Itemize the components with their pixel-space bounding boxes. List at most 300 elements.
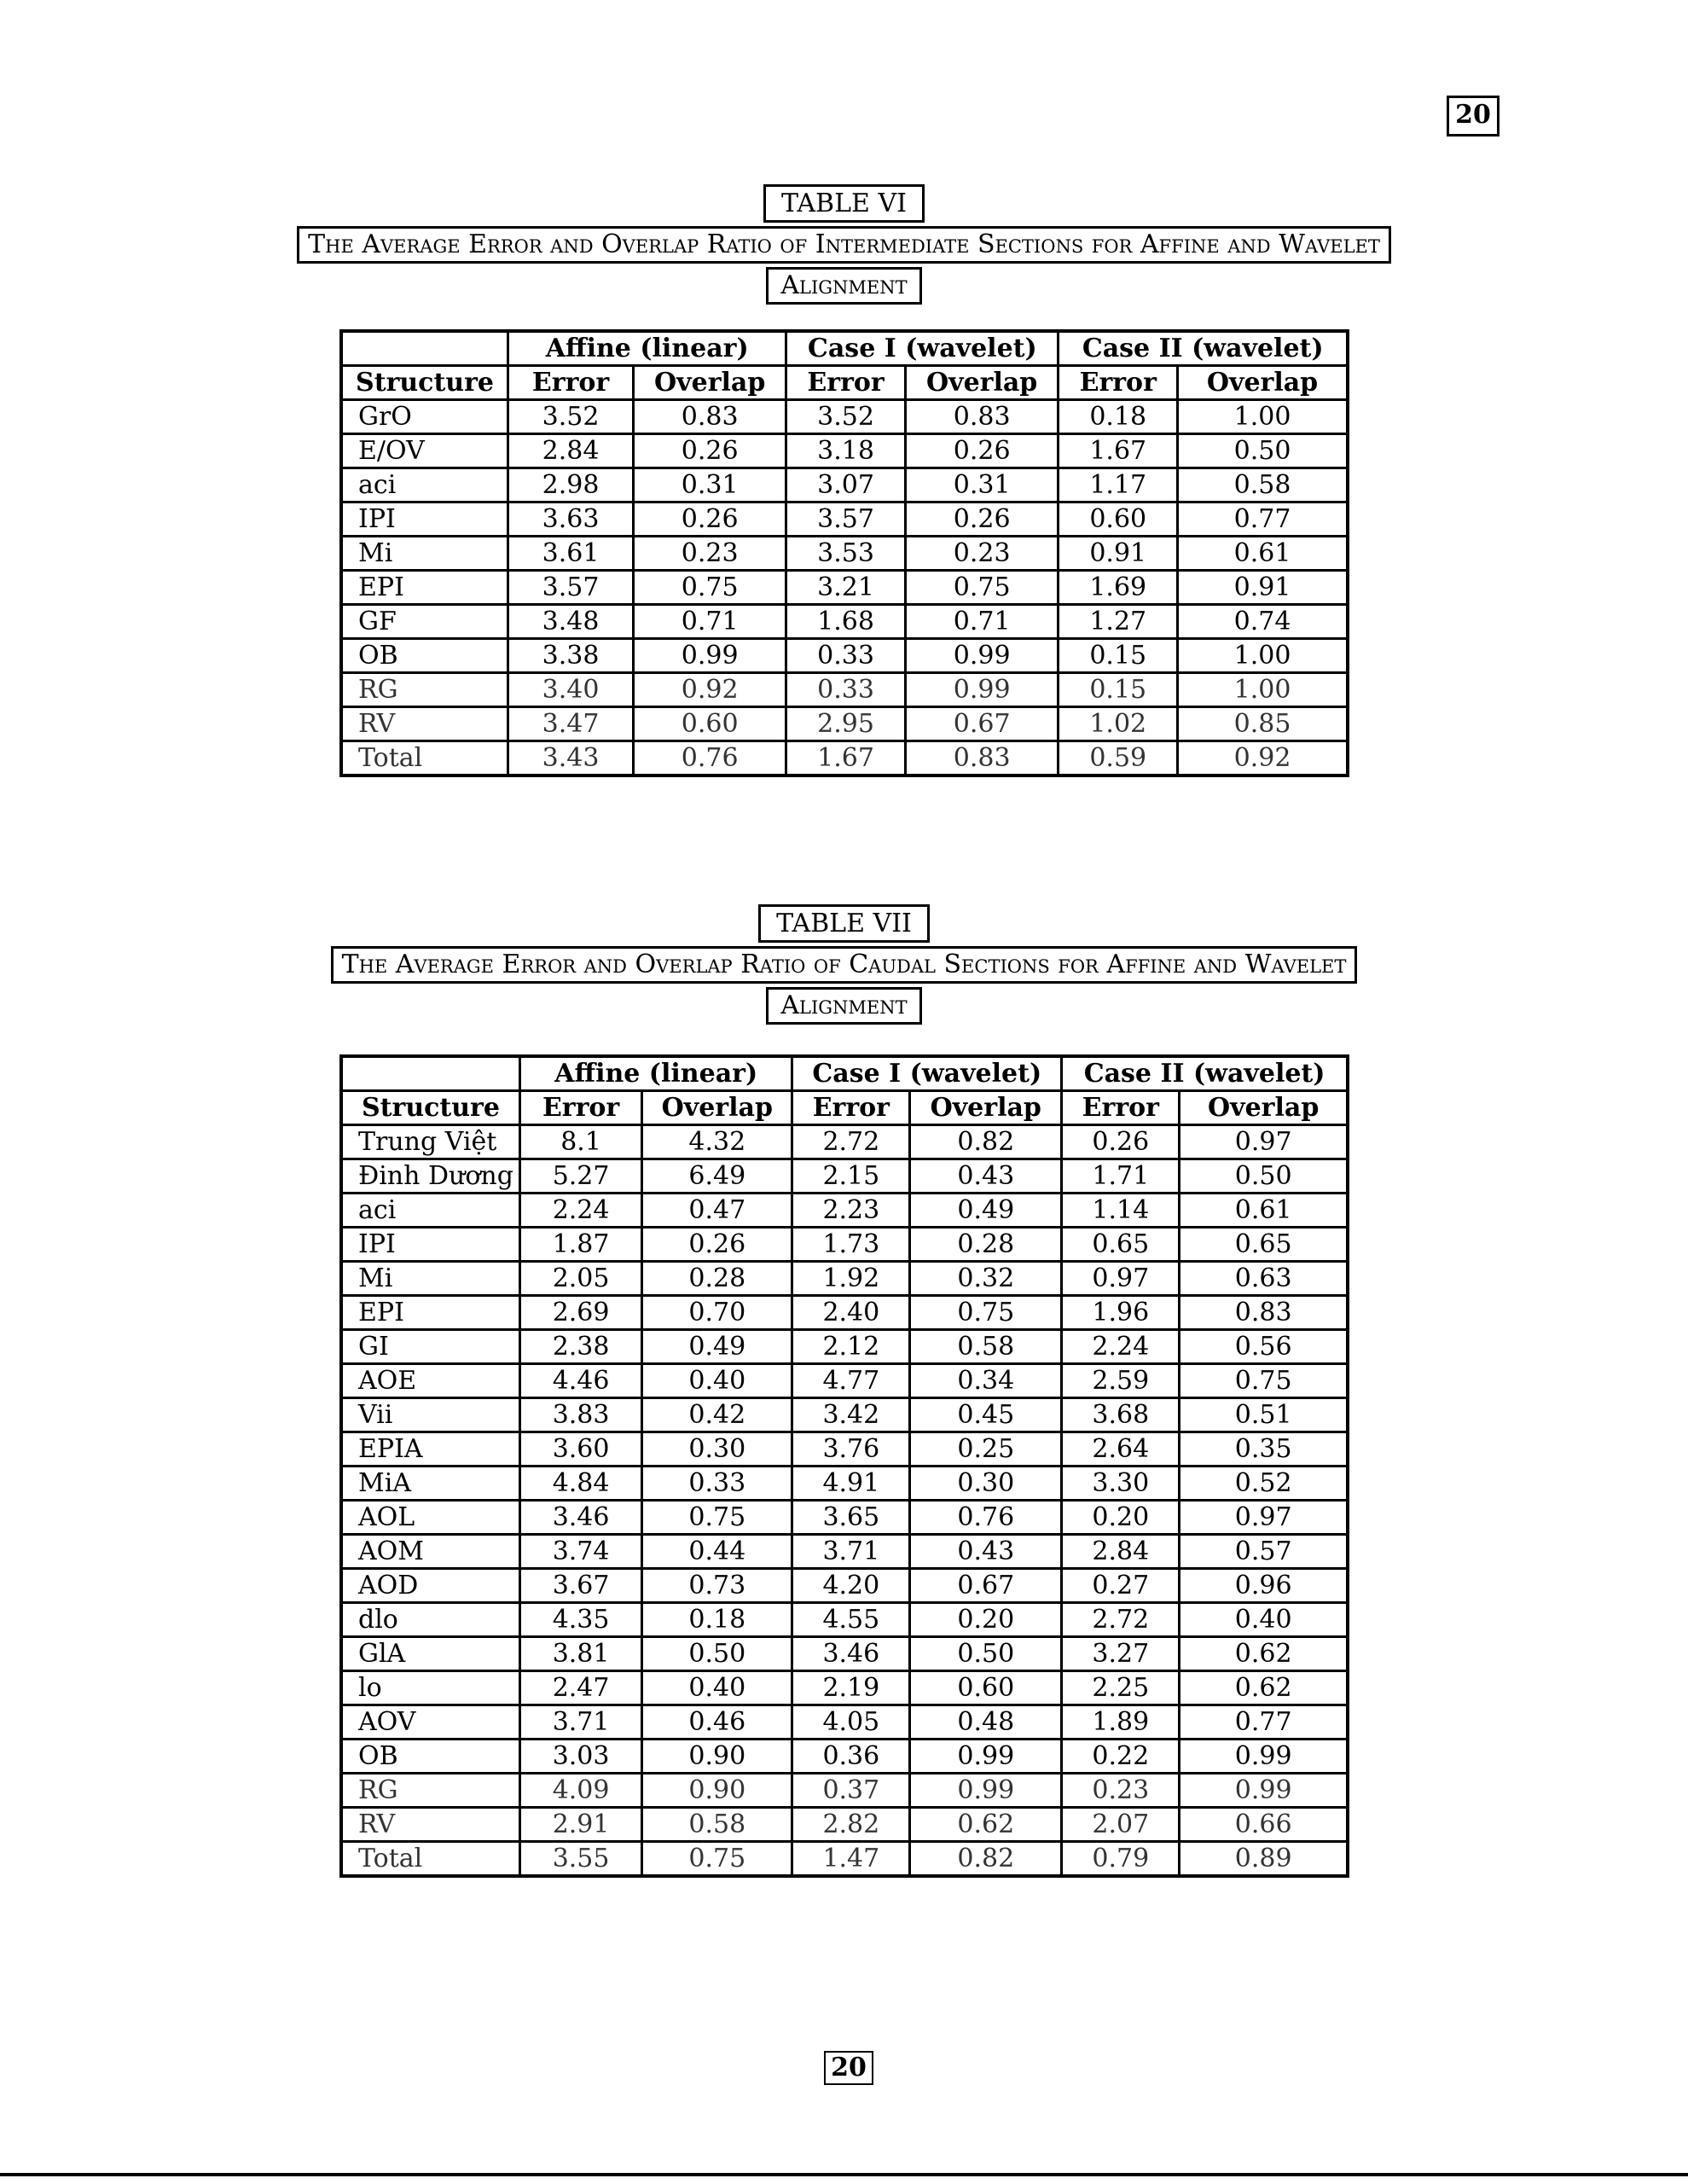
table7-row	[341, 1262, 1348, 1296]
table7-value-cell: 0.40	[1180, 1603, 1348, 1637]
table6-value-cell: 1.00	[1178, 639, 1348, 673]
table7-structure-cell: Total	[341, 1842, 519, 1877]
table7-row	[341, 1125, 1348, 1159]
table7-column-header: Overlap	[910, 1091, 1062, 1125]
table7-value-cell: 2.40	[792, 1296, 910, 1330]
table7-value-cell: 0.99	[910, 1740, 1062, 1774]
table6-value-cell: 3.18	[786, 434, 906, 468]
table7-value-cell: 4.20	[792, 1569, 910, 1603]
table7-value-cell: 0.33	[642, 1467, 792, 1501]
table7-value-cell: 0.70	[642, 1296, 792, 1330]
table7-row	[341, 1535, 1348, 1569]
table7-structure-cell: EPI	[341, 1296, 519, 1330]
table7-value-cell: 3.55	[519, 1842, 641, 1877]
table7-structure-cell: AOV	[341, 1705, 519, 1740]
table7-value-cell: 0.62	[1180, 1637, 1348, 1671]
table7-row	[341, 1194, 1348, 1228]
table6-value-cell: 2.95	[786, 707, 906, 741]
table7-value-cell: 0.82	[910, 1125, 1062, 1159]
table7-value-cell: 1.89	[1062, 1705, 1180, 1740]
table7-structure-cell: RG	[341, 1774, 519, 1808]
table6-group-header: Affine (linear)	[508, 331, 786, 366]
table7-value-cell: 2.69	[519, 1296, 641, 1330]
table6-value-cell: 3.21	[786, 571, 906, 605]
table7-value-cell: 2.15	[792, 1159, 910, 1194]
table7-structure-cell: dlo	[341, 1603, 519, 1637]
table7-row	[341, 1159, 1348, 1194]
table7-column-header: Overlap	[642, 1091, 792, 1125]
table6-value-cell: 0.58	[1178, 468, 1348, 502]
table6-value-cell: 0.50	[1178, 434, 1348, 468]
table7-value-cell: 0.47	[642, 1194, 792, 1228]
table6-row	[341, 571, 1348, 605]
table7-value-cell: 0.66	[1180, 1808, 1348, 1842]
table7-value-cell: 0.63	[1180, 1262, 1348, 1296]
table7-label: TABLE VII	[758, 904, 930, 943]
table7-value-cell: 1.14	[1062, 1194, 1180, 1228]
table6-value-cell: 3.40	[508, 673, 634, 707]
table6-column-header: Structure	[341, 366, 508, 400]
table6-column-header: Overlap	[634, 366, 786, 400]
table7-value-cell: 0.37	[792, 1774, 910, 1808]
table7-value-cell: 0.77	[1180, 1705, 1348, 1740]
table7-value-cell: 0.44	[642, 1535, 792, 1569]
table7-column-header: Error	[1062, 1091, 1180, 1125]
table6-value-cell: 0.33	[786, 639, 906, 673]
table6-value-cell: 0.77	[1178, 502, 1348, 537]
table7-value-cell: 2.05	[519, 1262, 641, 1296]
table7-group-header	[341, 1056, 519, 1091]
table7-value-cell: 4.77	[792, 1364, 910, 1398]
table7-structure-cell: Mi	[341, 1262, 519, 1296]
table7-value-cell: 0.99	[910, 1774, 1062, 1808]
table7-value-cell: 0.30	[642, 1432, 792, 1467]
table6-value-cell: 0.71	[905, 605, 1059, 639]
table7-value-cell: 3.46	[519, 1501, 641, 1535]
table7-value-cell: 0.75	[1180, 1364, 1348, 1398]
table7-value-cell: 0.73	[642, 1569, 792, 1603]
table6-value-cell: 0.26	[634, 502, 786, 537]
table7-value-cell: 4.35	[519, 1603, 641, 1637]
table7-value-cell: 0.27	[1062, 1569, 1180, 1603]
table7-value-cell: 3.60	[519, 1432, 641, 1467]
table6-value-cell: 0.31	[634, 468, 786, 502]
table6	[339, 329, 1349, 777]
table6-value-cell: 0.31	[905, 468, 1059, 502]
table6-value-cell: 0.91	[1059, 537, 1178, 571]
table6-value-cell: 1.27	[1059, 605, 1178, 639]
table7-structure-cell: IPI	[341, 1228, 519, 1262]
table7-value-cell: 0.62	[910, 1808, 1062, 1842]
table6-value-cell: 3.63	[508, 502, 634, 537]
table7-structure-cell: Vii	[341, 1398, 519, 1432]
table6-value-cell: 3.53	[786, 537, 906, 571]
table7-value-cell: 0.48	[910, 1705, 1062, 1740]
table6-value-cell: 0.26	[634, 434, 786, 468]
table6-structure-cell: Total	[341, 741, 508, 776]
table7-value-cell: 2.64	[1062, 1432, 1180, 1467]
table6-value-cell: 0.74	[1178, 605, 1348, 639]
table6-value-cell: 0.92	[1178, 741, 1348, 776]
table7-value-cell: 0.34	[910, 1364, 1062, 1398]
table6-row	[341, 707, 1348, 741]
table7-structure-cell: Đinh Dương	[341, 1159, 519, 1194]
table6-value-cell: 0.18	[1059, 400, 1178, 434]
table7-value-cell: 0.65	[1180, 1228, 1348, 1262]
table7-row	[341, 1467, 1348, 1501]
table7-value-cell: 1.96	[1062, 1296, 1180, 1330]
table6-value-cell: 1.69	[1059, 571, 1178, 605]
table7-row	[341, 1637, 1348, 1671]
table6-structure-cell: GF	[341, 605, 508, 639]
table6-row	[341, 537, 1348, 571]
table7-value-cell: 0.50	[910, 1637, 1062, 1671]
table7-structure-cell: lo	[341, 1671, 519, 1705]
table6-value-cell: 2.84	[508, 434, 634, 468]
table7-row	[341, 1671, 1348, 1705]
table6-value-cell: 1.67	[1059, 434, 1178, 468]
table7-value-cell: 2.72	[1062, 1603, 1180, 1637]
table7-column-header: Error	[792, 1091, 910, 1125]
table7-group-header-row	[341, 1056, 1348, 1091]
table7-value-cell: 2.24	[519, 1194, 641, 1228]
table6-value-cell: 0.60	[634, 707, 786, 741]
table7-value-cell: 0.97	[1180, 1501, 1348, 1535]
table7-value-cell: 0.42	[642, 1398, 792, 1432]
table7-value-cell: 0.96	[1180, 1569, 1348, 1603]
table7-value-cell: 8.1	[519, 1125, 641, 1159]
table6-title	[0, 226, 1688, 305]
table6-value-cell: 1.02	[1059, 707, 1178, 741]
table7-title	[0, 946, 1688, 1025]
table7	[339, 1054, 1349, 1878]
table6-structure-cell: RV	[341, 707, 508, 741]
table7-value-cell: 3.68	[1062, 1398, 1180, 1432]
table6-value-cell: 0.76	[634, 741, 786, 776]
table6-value-cell: 1.00	[1178, 673, 1348, 707]
table7-value-cell: 3.67	[519, 1569, 641, 1603]
table6-row	[341, 741, 1348, 776]
table6-value-cell: 3.38	[508, 639, 634, 673]
table7-value-cell: 0.90	[642, 1740, 792, 1774]
table7-value-cell: 3.83	[519, 1398, 641, 1432]
table6-title-line1: The Average Error and Overlap Ratio of Intermediate Sections for Affine and Wavelet	[297, 226, 1391, 264]
table7-value-cell: 2.59	[1062, 1364, 1180, 1398]
table7-value-cell: 4.32	[642, 1125, 792, 1159]
table6-structure-cell: IPI	[341, 502, 508, 537]
table7-value-cell: 3.74	[519, 1535, 641, 1569]
table6-value-cell: 0.26	[905, 502, 1059, 537]
table7-value-cell: 3.65	[792, 1501, 910, 1535]
table7-value-cell: 2.07	[1062, 1808, 1180, 1842]
table7-value-cell: 0.75	[642, 1501, 792, 1535]
table6-column-header: Overlap	[905, 366, 1059, 400]
table6-value-cell: 0.99	[905, 673, 1059, 707]
table7-caption	[0, 904, 1688, 1025]
table7-value-cell: 0.57	[1180, 1535, 1348, 1569]
table7-value-cell: 3.42	[792, 1398, 910, 1432]
table7-value-cell: 0.56	[1180, 1330, 1348, 1364]
table7-value-cell: 0.25	[910, 1432, 1062, 1467]
table6-value-cell: 3.52	[508, 400, 634, 434]
table6-row	[341, 434, 1348, 468]
table6-value-cell: 1.17	[1059, 468, 1178, 502]
table7-row	[341, 1398, 1348, 1432]
table7-value-cell: 3.76	[792, 1432, 910, 1467]
table7-value-cell: 0.49	[642, 1330, 792, 1364]
table7-structure-cell: aci	[341, 1194, 519, 1228]
table6-value-cell: 0.99	[634, 639, 786, 673]
table7-value-cell: 0.76	[910, 1501, 1062, 1535]
table7-value-cell: 1.71	[1062, 1159, 1180, 1194]
table7-value-cell: 0.30	[910, 1467, 1062, 1501]
table7-value-cell: 0.43	[910, 1159, 1062, 1194]
table7-value-cell: 0.26	[642, 1228, 792, 1262]
table6-value-cell: 0.59	[1059, 741, 1178, 776]
table6-row	[341, 502, 1348, 537]
table7-value-cell: 2.24	[1062, 1330, 1180, 1364]
table7-value-cell: 4.05	[792, 1705, 910, 1740]
table7-value-cell: 0.28	[910, 1228, 1062, 1262]
table7-row	[341, 1296, 1348, 1330]
table7-value-cell: 4.09	[519, 1774, 641, 1808]
table6-value-cell: 0.60	[1059, 502, 1178, 537]
table6-caption	[0, 184, 1688, 305]
table6-structure-cell: OB	[341, 639, 508, 673]
table7-value-cell: 0.26	[1062, 1125, 1180, 1159]
table7-value-cell: 3.30	[1062, 1467, 1180, 1501]
table6-group-header-row	[341, 331, 1348, 366]
table7-value-cell: 6.49	[642, 1159, 792, 1194]
table7-value-cell: 2.82	[792, 1808, 910, 1842]
table6-label: TABLE VI	[763, 184, 925, 223]
table6-column-header: Error	[786, 366, 906, 400]
table7-value-cell: 3.46	[792, 1637, 910, 1671]
table7-title-line2: Alignment	[766, 987, 921, 1025]
table7-value-cell: 0.58	[642, 1808, 792, 1842]
table6-structure-cell: aci	[341, 468, 508, 502]
table6-row	[341, 400, 1348, 434]
table7-column-header-row	[341, 1091, 1348, 1125]
table7-value-cell: 0.46	[642, 1705, 792, 1740]
table7-value-cell: 2.23	[792, 1194, 910, 1228]
table7-value-cell: 4.55	[792, 1603, 910, 1637]
table6-value-cell: 0.92	[634, 673, 786, 707]
table7-value-cell: 0.90	[642, 1774, 792, 1808]
table7-value-cell: 0.49	[910, 1194, 1062, 1228]
table7-row	[341, 1603, 1348, 1637]
table7-value-cell: 5.27	[519, 1159, 641, 1194]
table6-value-cell: 0.33	[786, 673, 906, 707]
table6-row	[341, 673, 1348, 707]
table7-structure-cell: AOE	[341, 1364, 519, 1398]
table7-row	[341, 1330, 1348, 1364]
table7-value-cell: 0.22	[1062, 1740, 1180, 1774]
table7-value-cell: 0.65	[1062, 1228, 1180, 1262]
table6-value-cell: 0.85	[1178, 707, 1348, 741]
table7-value-cell: 0.51	[1180, 1398, 1348, 1432]
table7-value-cell: 0.40	[642, 1671, 792, 1705]
table6-value-cell: 3.61	[508, 537, 634, 571]
table7-value-cell: 2.12	[792, 1330, 910, 1364]
table7-body	[341, 1125, 1348, 1877]
table7-structure-cell: Trung Việt	[341, 1125, 519, 1159]
table7-value-cell: 0.35	[1180, 1432, 1348, 1467]
table6-column-header: Overlap	[1178, 366, 1348, 400]
table7-row	[341, 1569, 1348, 1603]
table7-value-cell: 3.03	[519, 1740, 641, 1774]
table7-group-header: Case I (wavelet)	[792, 1056, 1062, 1091]
table6-group-header: Case I (wavelet)	[786, 331, 1059, 366]
table6-value-cell: 3.07	[786, 468, 906, 502]
table6-value-cell: 0.26	[905, 434, 1059, 468]
table7-value-cell: 0.52	[1180, 1467, 1348, 1501]
table7-value-cell: 1.87	[519, 1228, 641, 1262]
table7-structure-cell: RV	[341, 1808, 519, 1842]
table7-value-cell: 0.23	[1062, 1774, 1180, 1808]
table6-structure-cell: EPI	[341, 571, 508, 605]
table7-structure-cell: EPIA	[341, 1432, 519, 1467]
table6-value-cell: 1.68	[786, 605, 906, 639]
table7-value-cell: 3.71	[519, 1705, 641, 1740]
table7-value-cell: 0.50	[642, 1637, 792, 1671]
table6-value-cell: 0.15	[1059, 639, 1178, 673]
table7-value-cell: 1.47	[792, 1842, 910, 1877]
table7-value-cell: 1.92	[792, 1262, 910, 1296]
bottom-rule	[0, 2173, 1688, 2176]
table7-row	[341, 1228, 1348, 1262]
table7-value-cell: 1.73	[792, 1228, 910, 1262]
table7-value-cell: 0.40	[642, 1364, 792, 1398]
table6-value-cell: 0.83	[905, 400, 1059, 434]
table7-value-cell: 0.83	[1180, 1296, 1348, 1330]
table6-row	[341, 468, 1348, 502]
table7-title-line1: The Average Error and Overlap Ratio of Caudal Sections for Affine and Wavelet	[331, 946, 1358, 984]
table7-value-cell: 0.75	[642, 1842, 792, 1877]
table7-row	[341, 1740, 1348, 1774]
table6-structure-cell: RG	[341, 673, 508, 707]
table7-structure-cell: GI	[341, 1330, 519, 1364]
table7-value-cell: 2.84	[1062, 1535, 1180, 1569]
table7-column-header: Overlap	[1180, 1091, 1348, 1125]
table7-structure-cell: MiA	[341, 1467, 519, 1501]
table7-column-header: Error	[519, 1091, 641, 1125]
table7-row	[341, 1364, 1348, 1398]
table6-value-cell: 3.47	[508, 707, 634, 741]
table6-group-header: Case II (wavelet)	[1059, 331, 1348, 366]
table6-structure-cell: Mi	[341, 537, 508, 571]
table7-value-cell: 0.32	[910, 1262, 1062, 1296]
table7-value-cell: 0.82	[910, 1842, 1062, 1877]
table7-value-cell: 0.20	[1062, 1501, 1180, 1535]
table7-value-cell: 2.38	[519, 1330, 641, 1364]
table7-column-header: Structure	[341, 1091, 519, 1125]
table7-row	[341, 1808, 1348, 1842]
table6-value-cell: 0.61	[1178, 537, 1348, 571]
table7-structure-cell: AOL	[341, 1501, 519, 1535]
table7-value-cell: 0.18	[642, 1603, 792, 1637]
table6-row	[341, 639, 1348, 673]
table7-value-cell: 3.81	[519, 1637, 641, 1671]
table7-value-cell: 2.72	[792, 1125, 910, 1159]
table6-value-cell: 3.52	[786, 400, 906, 434]
table6-value-cell: 0.83	[634, 400, 786, 434]
table7-value-cell: 2.91	[519, 1808, 641, 1842]
table7-value-cell: 0.67	[910, 1569, 1062, 1603]
table7-value-cell: 0.99	[1180, 1740, 1348, 1774]
table7-value-cell: 0.75	[910, 1296, 1062, 1330]
table7-value-cell: 4.84	[519, 1467, 641, 1501]
table6-column-header-row	[341, 366, 1348, 400]
table7-group-header: Affine (linear)	[519, 1056, 792, 1091]
table7-group-header: Case II (wavelet)	[1062, 1056, 1348, 1091]
table6-value-cell: 0.83	[905, 741, 1059, 776]
table6-value-cell: 1.67	[786, 741, 906, 776]
table7-value-cell: 0.97	[1062, 1262, 1180, 1296]
table6-column-header: Error	[1059, 366, 1178, 400]
table7-value-cell: 0.50	[1180, 1159, 1348, 1194]
table7-value-cell: 0.28	[642, 1262, 792, 1296]
table7-value-cell: 0.60	[910, 1671, 1062, 1705]
table6-value-cell: 0.75	[634, 571, 786, 605]
table7-value-cell: 4.46	[519, 1364, 641, 1398]
table6-row	[341, 605, 1348, 639]
page-number: 20	[1447, 96, 1499, 136]
table6-value-cell: 0.23	[905, 537, 1059, 571]
table7-row	[341, 1432, 1348, 1467]
table7-structure-cell: AOD	[341, 1569, 519, 1603]
table7-value-cell: 0.58	[910, 1330, 1062, 1364]
table6-value-cell: 0.71	[634, 605, 786, 639]
table7-value-cell: 0.79	[1062, 1842, 1180, 1877]
table7-row	[341, 1501, 1348, 1535]
table6-value-cell: 2.98	[508, 468, 634, 502]
table6-value-cell: 0.15	[1059, 673, 1178, 707]
table7-value-cell: 2.47	[519, 1671, 641, 1705]
table7-value-cell: 0.61	[1180, 1194, 1348, 1228]
table7-value-cell: 0.99	[1180, 1774, 1348, 1808]
table7-value-cell: 0.43	[910, 1535, 1062, 1569]
table6-column-header: Error	[508, 366, 634, 400]
table7-value-cell: 0.89	[1180, 1842, 1348, 1877]
table7-structure-cell: GlA	[341, 1637, 519, 1671]
table6-value-cell: 3.48	[508, 605, 634, 639]
table6-value-cell: 3.57	[786, 502, 906, 537]
table7-row	[341, 1774, 1348, 1808]
table6-body	[341, 400, 1348, 776]
table6-group-header	[341, 331, 508, 366]
table6-value-cell: 1.00	[1178, 400, 1348, 434]
table7-value-cell: 2.19	[792, 1671, 910, 1705]
table7-value-cell: 0.62	[1180, 1671, 1348, 1705]
table6-value-cell: 0.67	[905, 707, 1059, 741]
table6-value-cell: 3.57	[508, 571, 634, 605]
footer-page-number: 20	[824, 2051, 873, 2085]
table6-value-cell: 0.75	[905, 571, 1059, 605]
table7-row	[341, 1705, 1348, 1740]
table6-value-cell: 0.91	[1178, 571, 1348, 605]
table7-value-cell: 3.27	[1062, 1637, 1180, 1671]
table6-value-cell: 0.23	[634, 537, 786, 571]
table7-value-cell: 0.45	[910, 1398, 1062, 1432]
table7-row	[341, 1842, 1348, 1877]
table7-value-cell: 4.91	[792, 1467, 910, 1501]
table7-value-cell: 0.97	[1180, 1125, 1348, 1159]
table7-value-cell: 0.36	[792, 1740, 910, 1774]
table6-value-cell: 0.99	[905, 639, 1059, 673]
table7-structure-cell: OB	[341, 1740, 519, 1774]
table6-title-line2: Alignment	[766, 267, 921, 305]
